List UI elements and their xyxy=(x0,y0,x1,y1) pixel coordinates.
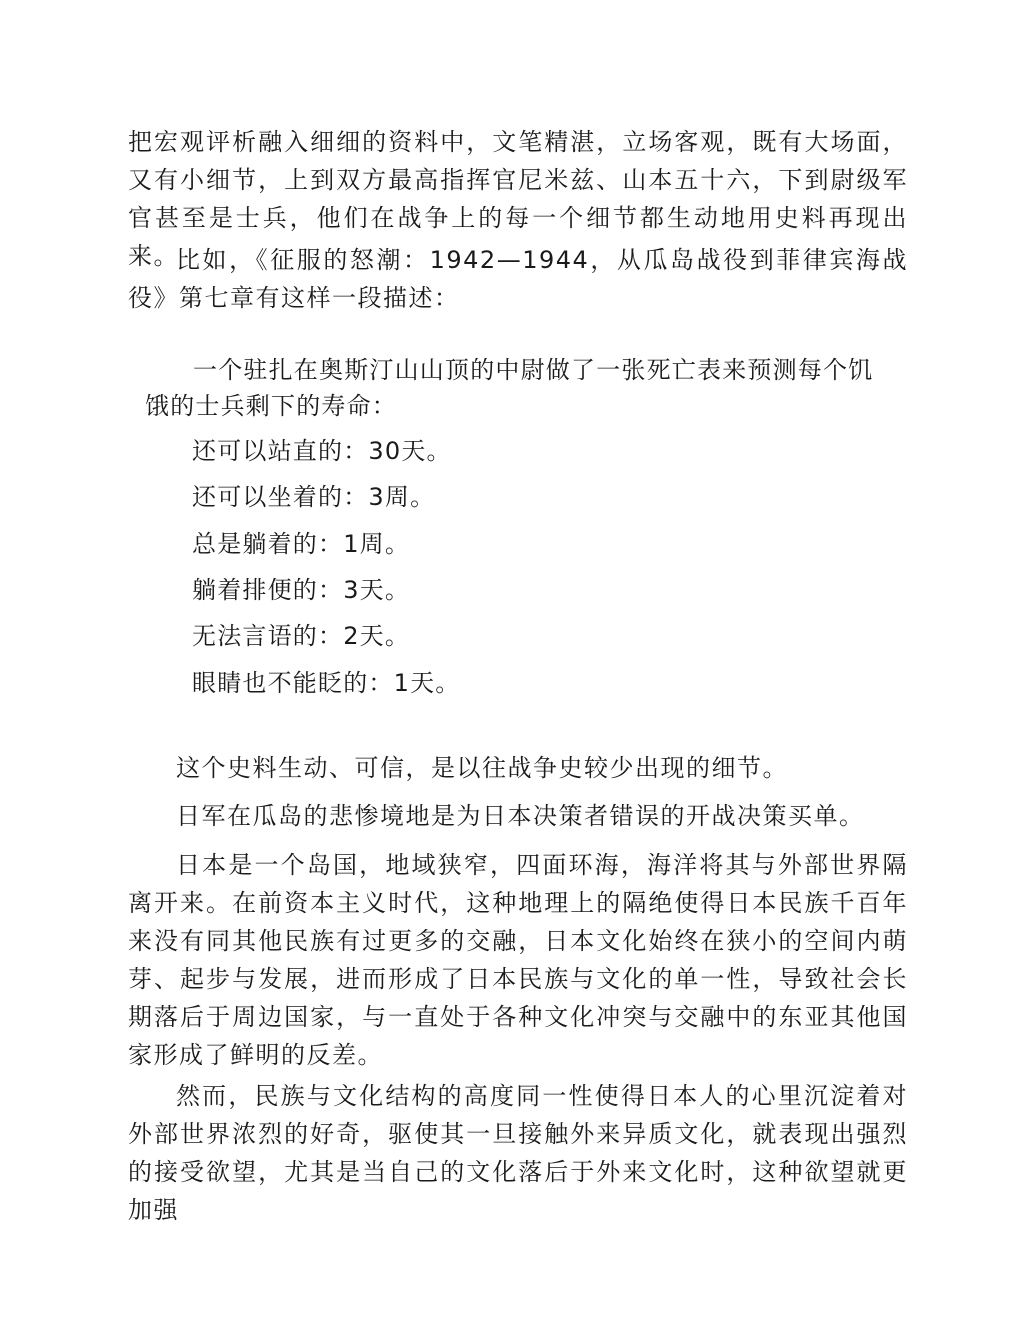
quote-list-item: 总是躺着的：1周。 xyxy=(192,530,411,558)
paragraph-japan-army: 日军在瓜岛的悲惨境地是为日本决策者错误的开战决策买单。 xyxy=(176,802,865,830)
paragraph-culture: 然而，民族与文化结构的高度同一性使得日本人的心里沉淀着对外部世界浓烈的好奇，驱使其一旦接触外来异质文化，就表现出强烈的接受欲望，尤其是当自己的文化落后于外来文化时，这种欲望就更加强 xyxy=(128,1082,908,1224)
quote-list-item: 还可以站直的：30天。 xyxy=(192,437,452,465)
quote-list-item: 躺着排便的：3天。 xyxy=(192,576,411,604)
quote-intro: 一个驻扎在奥斯汀山山顶的中尉做了一张死亡表来预测每个饥饿的士兵剩下的寿命： xyxy=(145,356,874,420)
paragraph-island-nation: 日本是一个岛国，地域狭窄，四面环海，海洋将其与外部世界隔离开来。在前资本主义时代，这种地理上的隔绝使得日本民族千百年来没有同其他民族有过更多的交融，日本文化始终在狭小的空间内萌芽、起步与发展，进而形成了日本民族与文化的单一性，导致社会长期落后于周边国家，与一直处于各种文化冲突与交融中的东亚其他国家形成了鲜明的反差。 xyxy=(128,851,908,1069)
paragraph-intro: 把宏观评析融入细细的资料中，文笔精湛，立场客观，既有大场面，又有小细节，上到双方最高指挥官尼米兹、山本五十六，下到尉级军官甚至是士兵，他们在战争上的每一个细节都生动地用史料再现出来。 xyxy=(128,128,908,270)
quote-list-item: 还可以坐着的：3周。 xyxy=(192,483,436,511)
quote-list-item: 无法言语的：2天。 xyxy=(192,622,411,650)
paragraph-comment: 这个史料生动、可信，是以往战争史较少出现的细节。 xyxy=(176,754,788,782)
paragraph-example: 比如，《征服的怒潮：1942—1944，从瓜岛战役到菲律宾海战役》第七章有这样一段描述： xyxy=(128,246,908,312)
quote-list-item: 眼睛也不能眨的：1天。 xyxy=(192,669,461,697)
